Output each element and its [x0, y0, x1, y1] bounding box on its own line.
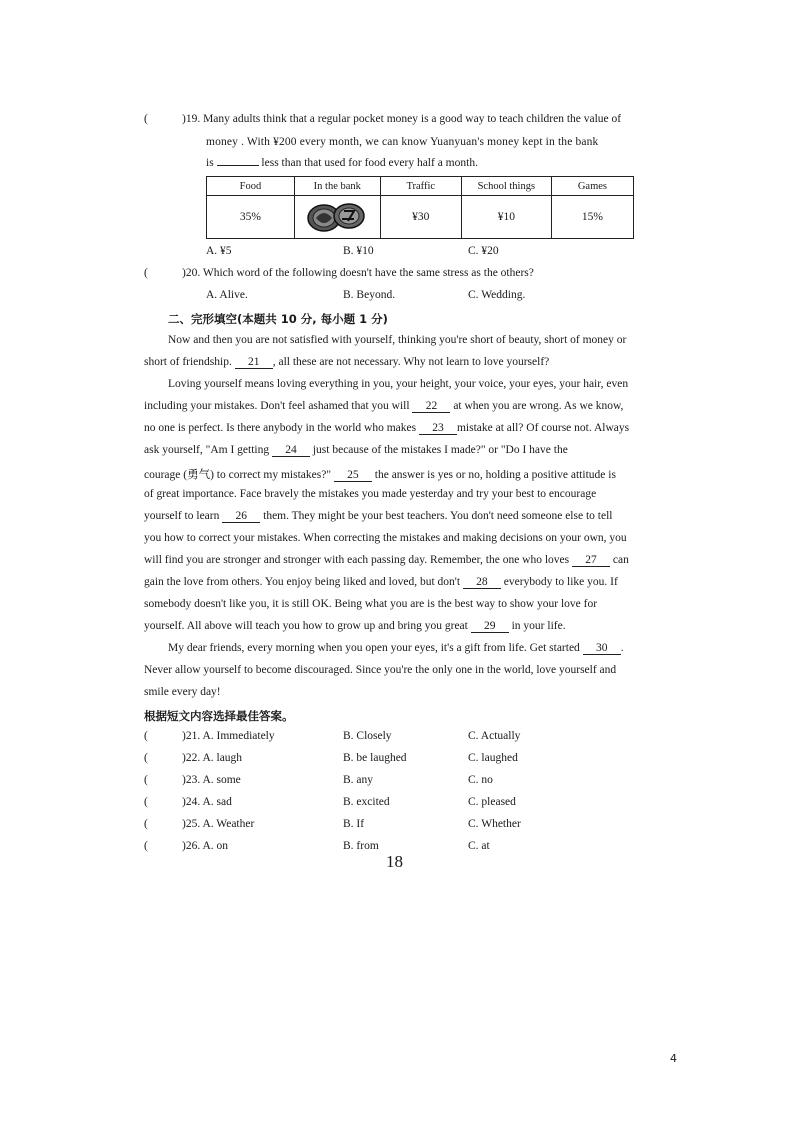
- value-traffic: ¥30: [380, 196, 461, 239]
- choice-25-a: )25. A. Weather: [182, 818, 255, 830]
- choice-21-paren: (: [144, 730, 148, 742]
- choice-26-paren: (: [144, 840, 148, 852]
- choice-23-a: )23. A. some: [182, 774, 241, 786]
- passage-p3-line-3: smile every day!: [144, 686, 221, 698]
- header-traffic: Traffic: [380, 177, 461, 196]
- choice-23-paren: (: [144, 774, 148, 786]
- value-games: 15%: [551, 196, 633, 239]
- q19-option-c: C. ¥20: [468, 245, 499, 257]
- choice-24-b: B. excited: [343, 796, 390, 808]
- pocket-money-table: [206, 176, 634, 239]
- q19-paren: (: [144, 113, 148, 125]
- passage-p2-line-7: [144, 510, 612, 523]
- q20-option-b: B. Beyond.: [343, 289, 396, 301]
- choice-23-c: C. no: [468, 774, 493, 786]
- passage-p2-line-6: of great importance. Face bravely the mistakes you made yesterday and try your best to encourage: [144, 488, 597, 500]
- q19-option-a: A. ¥5: [206, 245, 232, 257]
- blank-26: 26: [222, 510, 260, 523]
- choice-25-b: B. If: [343, 818, 365, 830]
- blank-23: 23: [419, 422, 457, 435]
- passage-p2-line-1: Loving yourself means loving everything in you, your height, your voice, your eyes, your hair, even: [168, 378, 629, 390]
- blank-30: 30: [583, 642, 621, 655]
- text-segment: will find you are stronger and stronger with each passing day. Remember, the one who loves: [144, 554, 570, 566]
- text-segment: courage (勇气) to correct my mistakes?": [144, 469, 332, 481]
- choice-26-c: C. at: [468, 840, 490, 852]
- choice-24-a: )24. A. sad: [182, 796, 232, 808]
- q19-line-3-post: less than that used for food every half a month.: [261, 157, 478, 169]
- passage-p1-line-1: Now and then you are not satisfied with yourself, thinking you're short of beauty, short of money or: [168, 334, 627, 346]
- coins-icon: [302, 201, 372, 233]
- passage-p1-line-2: [144, 356, 549, 369]
- text-segment: mistake at all? Of course not. Always: [456, 422, 630, 434]
- choice-23-b: B. any: [343, 774, 374, 786]
- text-segment: the answer is yes or no, holding a positive attitude is: [374, 469, 616, 481]
- blank-22: 22: [412, 400, 450, 413]
- page-number: 18: [386, 852, 403, 871]
- choice-21-b: B. Closely: [343, 730, 392, 742]
- blank-24: 24: [272, 444, 310, 457]
- text-segment: short of friendship.: [144, 356, 232, 368]
- text-segment: no one is perfect. Is there anybody in the world who makes: [144, 422, 417, 434]
- passage-p2-line-11: somebody doesn't like you, it is still OK. Being what you are is the best way to show your love for: [144, 598, 598, 610]
- choice-22-paren: (: [144, 752, 148, 764]
- choices-instruction: 根据短文内容选择最佳答案。: [144, 709, 294, 723]
- passage-p2-line-10: [144, 576, 618, 589]
- value-school-things: ¥10: [461, 196, 551, 239]
- header-school-things: School things: [461, 177, 551, 196]
- passage-p2-line-2: [144, 400, 623, 413]
- choice-26-b: B. from: [343, 840, 379, 852]
- text-segment: can: [612, 554, 629, 566]
- q20-option-a: A. Alive.: [206, 289, 248, 301]
- passage-p2-line-8: you how to correct your mistakes. When correcting the mistakes and making decisions on your own, you: [144, 532, 627, 544]
- text-segment: at when you are wrong. As we know,: [453, 400, 624, 412]
- value-in-the-bank: [294, 196, 380, 239]
- value-food: 35%: [207, 196, 295, 239]
- q20-text: )20. Which word of the following doesn't have the same stress as the others?: [182, 267, 534, 279]
- choice-21-c: C. Actually: [468, 730, 521, 742]
- blank-27: 27: [572, 554, 610, 567]
- text-segment: including your mistakes. Don't feel ashamed that you will: [144, 400, 410, 412]
- header-in-the-bank: In the bank: [294, 177, 380, 196]
- table-header-row: [207, 177, 634, 196]
- blank-28: 28: [463, 576, 501, 589]
- q19-line-3: [206, 157, 478, 169]
- choice-25-c: C. Whether: [468, 818, 521, 830]
- passage-p3-line-1: [168, 642, 624, 655]
- q20-paren: (: [144, 267, 148, 279]
- text-segment: , all these are not necessary. Why not learn to love yourself?: [272, 356, 550, 368]
- blank-21: 21: [235, 356, 273, 369]
- q19-line-1: )19. Many adults think that a regular pocket money is a good way to teach children the value of: [182, 113, 622, 125]
- text-segment: in your life.: [511, 620, 566, 632]
- blank-25: 25: [334, 469, 372, 482]
- q19-option-b: B. ¥10: [343, 245, 374, 257]
- q19-answer-blank: [217, 165, 259, 166]
- choice-22-b: B. be laughed: [343, 752, 407, 764]
- passage-p2-line-3: [144, 422, 629, 435]
- q19-line-2: money . With ¥200 every month, we can know Yuanyuan's money kept in the bank: [206, 136, 599, 148]
- passage-p2-line-9: [144, 554, 629, 567]
- text-segment: .: [620, 642, 624, 654]
- text-segment: everybody to like you. If: [503, 576, 618, 588]
- q20-option-c: C. Wedding.: [468, 289, 526, 301]
- passage-p3-line-2: Never allow yourself to become discouraged. Since you're the only one in the world, love yourself and: [144, 664, 617, 676]
- text-segment: yourself. All above will teach you how to grow up and bring you great: [144, 620, 468, 632]
- header-food: Food: [207, 177, 295, 196]
- corner-page-number: 4: [670, 1052, 677, 1065]
- table-value-row: [207, 196, 634, 239]
- header-games: Games: [551, 177, 633, 196]
- section-2-title: 二、完形填空(本题共 10 分, 每小题 1 分): [168, 312, 388, 326]
- choice-22-c: C. laughed: [468, 752, 518, 764]
- blank-29: 29: [471, 620, 509, 633]
- text-segment: them. They might be your best teachers. You don't need someone else to tell: [263, 510, 613, 522]
- passage-p2-line-4: [144, 444, 568, 457]
- text-segment: gain the love from others. You enjoy being liked and loved, but don't: [144, 576, 461, 588]
- choice-24-c: C. pleased: [468, 796, 516, 808]
- choice-24-paren: (: [144, 796, 148, 808]
- passage-p2-line-5: [144, 466, 616, 482]
- choice-22-a: )22. A. laugh: [182, 752, 243, 764]
- passage-p2-line-12: [144, 620, 566, 633]
- choice-26-a: )26. A. on: [182, 840, 228, 852]
- text-segment: ask yourself, "Am I getting: [144, 444, 270, 456]
- text-segment: yourself to learn: [144, 510, 220, 522]
- text-segment: My dear friends, every morning when you open your eyes, it's a gift from life. Get started: [168, 642, 580, 654]
- choice-21-a: )21. A. Immediately: [182, 730, 275, 742]
- q19-line-3-pre: is: [206, 157, 214, 169]
- text-segment: just because of the mistakes I made?" or "Do I have the: [312, 444, 568, 456]
- choice-25-paren: (: [144, 818, 148, 830]
